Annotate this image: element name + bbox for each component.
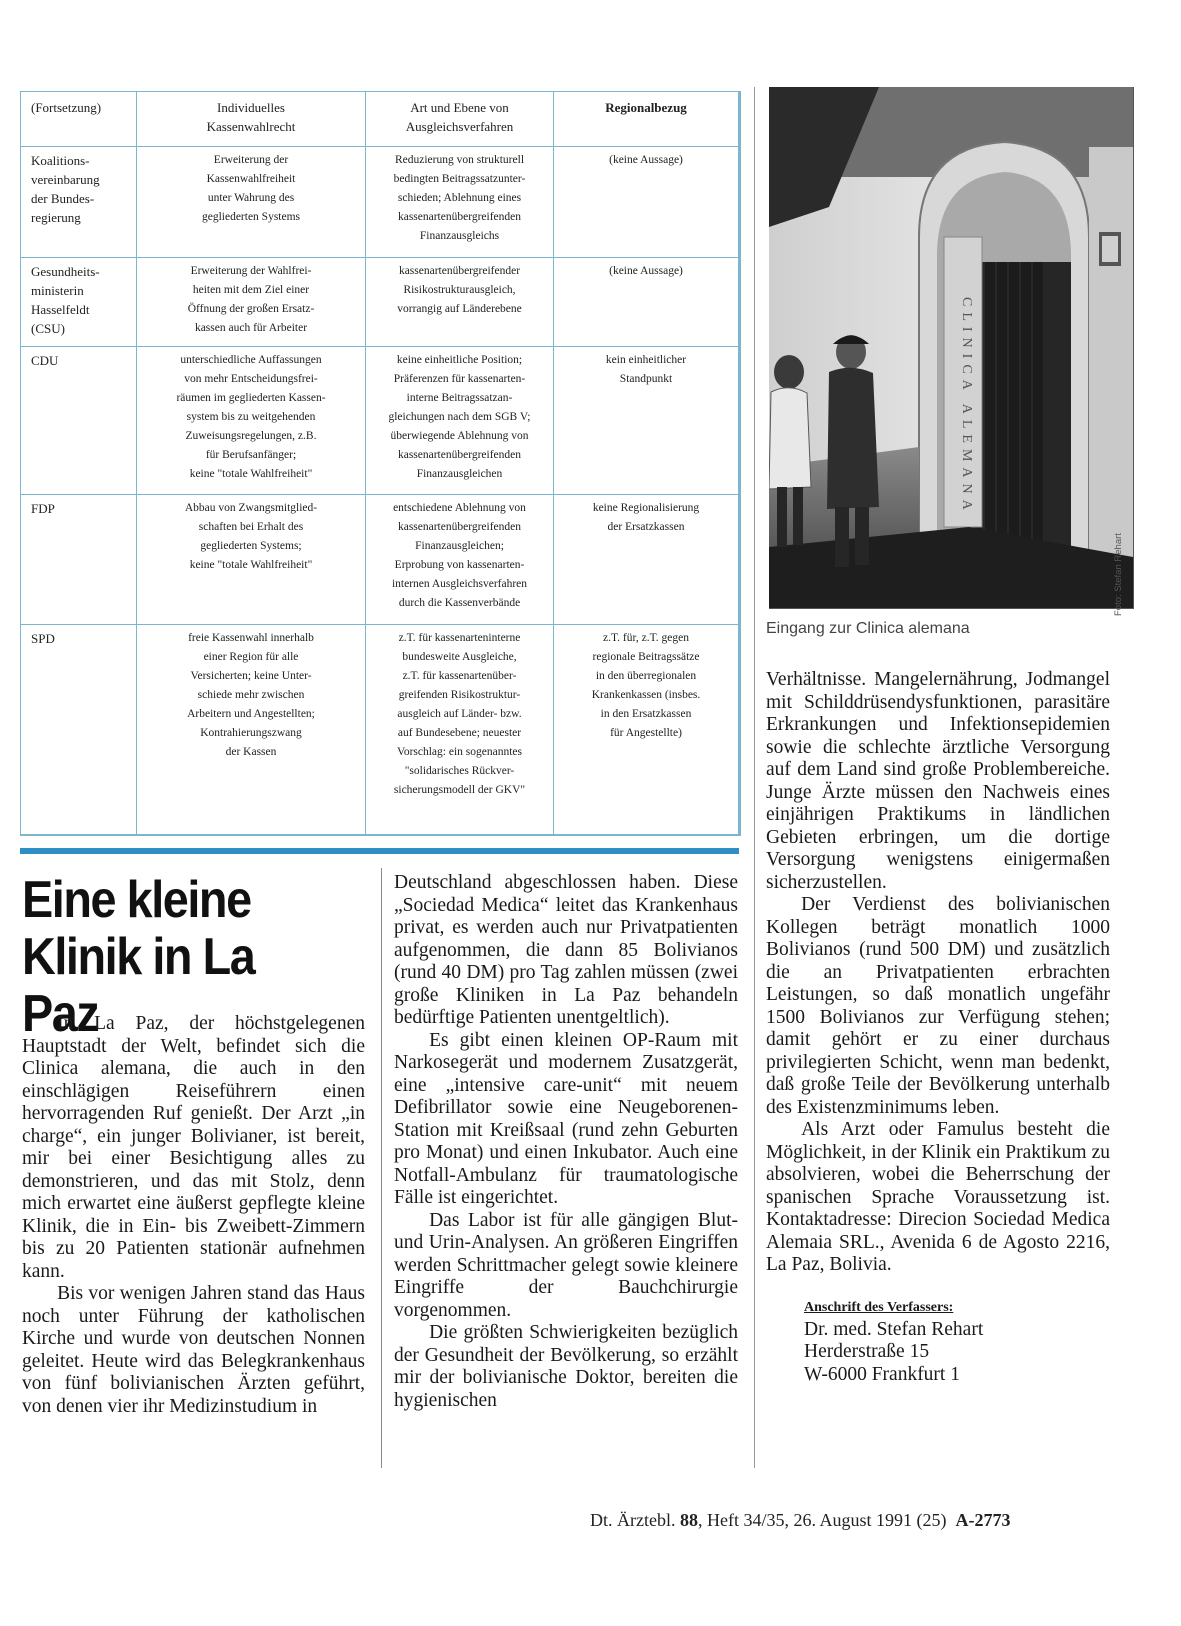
table-row [21, 347, 740, 495]
table-cell: unterschiedliche Auffassungen von mehr Entscheidungsfrei- räumen im gegliederten Kassen- system bis zu weitgehenden Zuweisungsregelungen, z.B. für Berufsanfänger; keine "totale Wahlfreiheit" [137, 347, 366, 495]
table-row [21, 147, 740, 258]
table-cell: entschiedene Ablehnung von kassenartenübergreifenden Finanzausgleichen; Erprobung von kassenarten- internen Ausgleichsverfahren durch die Kassenverbände [366, 495, 554, 625]
table-header-cell: (Fortsetzung) [21, 92, 137, 147]
paragraph: Der Verdienst des bolivianischen Kollegen beträgt monatlich 1000 Bolivianos (rund 500 DM) und zusätzlich die an Privatpatienten erbrachten Leistungen, so daß monatlich ungefähr 1500 Bolivianos zur Verfügung stehen; damit gehört er zu einer durchaus privilegierten Schicht, wenn man bedenkt, daß große Teile der Bevölkerung unterhalb des Existenzminimums leben. [766, 894, 1110, 1118]
page-footer [590, 1510, 1010, 1531]
paragraph: Es gibt einen kleinen OP-Raum mit Narkosegerät und modernem Zusatzgerät, eine „intensive care-unit“ mit neuem Defibrillator sowie eine Neugeborenen-Station mit Kreißsaal (rund zehn Geburten pro Monat) und einen Inkubator. Auch eine Notfall-Ambulanz für traumatologische Fälle ist eingerichtet. [394, 1029, 738, 1208]
party-cell: CDU [21, 347, 137, 495]
table-row [21, 258, 740, 347]
table-header-cell: Individuelles Kassenwahlrecht [137, 92, 366, 147]
clinic-entrance-photo [769, 87, 1134, 609]
journal-name: Dt. Ärztebl. [590, 1510, 676, 1530]
table-header-cell: Art und Ebene von Ausgleichsverfahren [366, 92, 554, 147]
policy-table [20, 91, 741, 836]
page-number: A-2773 [955, 1510, 1011, 1530]
table-cell: freie Kassenwahl innerhalb einer Region für alle Versicherten; keine Unter- schiede mehr zwischen Arbeitern und Angestellten; Kontrahierungszwang der Kassen [137, 625, 366, 835]
paragraph: Verhältnisse. Mangelernährung, Jodmangel mit Schilddrüsendysfunktionen, parasitäre Erkrankungen und Infektionsepidemien sowie die schlechte ärztliche Versorgung auf dem Land sind große Problembereiche. Junge Ärzte müssen den Nachweis eines einjährigen Praktikums in ländlichen Gebieten erbringen, um die dortige Versorgung wenigstens einigermaßen sicherzustellen. [766, 669, 1110, 893]
column-rule [381, 868, 382, 1468]
paragraph: In La Paz, der höchstgelegenen Hauptstadt der Welt, befindet sich die Clinica alemana, die auch in den einschlägigen Reiseführern einen hervorragenden Ruf genießt. Der Arzt „in charge“, ein junger Bolivianer, ist bereit, mir bei einer Besichtigung alles zu demonstrieren, und das mit Stolz, denn mich erwartet eine äußerst gepflegte kleine Klinik, die in Ein- bis Zweibett-Zimmern bis zu 20 Patienten stationär aufnehmen kann. [22, 1013, 365, 1282]
paragraph: Das Labor ist für alle gängigen Blut- und Urin-Analysen. An größeren Eingriffen werden Schrittmacher gelegt sowie kleinere Eingriffe der Bauchchirurgie vorgenommen. [394, 1209, 738, 1321]
author-address-label: Anschrift des Verfassers: [804, 1299, 954, 1315]
column-rule [754, 87, 755, 1468]
author-address-line: W-6000 Frankfurt 1 [804, 1363, 960, 1385]
table-cell: (keine Aussage) [554, 258, 740, 347]
paragraph: Deutschland abgeschlossen haben. Diese „Sociedad Medica“ leitet das Krankenhaus privat, es werden auch nur Privatpatienten aufgenommen, die dann 85 Bolivianos (rund 40 DM) pro Tag zahlen müssen (zwei große Kliniken in La Paz behandeln bedürftige Patienten unentgeltlich). [394, 872, 738, 1028]
photo-caption: Eingang zur Clinica alemana [766, 620, 970, 637]
table-cell: Abbau von Zwangsmitglied- schaften bei Erhalt des gegliederten Systems; keine "totale Wahlfreiheit" [137, 495, 366, 625]
article-column-1 [22, 1013, 365, 1418]
paragraph: Als Arzt oder Famulus besteht die Möglichkeit, in der Klinik ein Praktikum zu absolvieren, wobei die Beherrschung der spanischen Sprache Voraussetzung ist. Kontaktadresse: Direcion Sociedad Medica Alemaia SRL., Avenida 6 de Agosto 2216, La Paz, Bolivia. [766, 1119, 1110, 1275]
table-row [21, 495, 740, 625]
party-cell: Koalitions- vereinbarung der Bundes- regierung [21, 147, 137, 258]
table-header-row [21, 92, 740, 147]
table-cell: z.T. für, z.T. gegen regionale Beitragssätze in den überregionalen Krankenkassen (insbes. in den Ersatzkassen für Angestellte) [554, 625, 740, 835]
author-address-line: Herderstraße 15 [804, 1341, 930, 1362]
party-cell: Gesundheits- ministerin Hasselfeldt (CSU) [21, 258, 137, 347]
table-cell: Erweiterung der Kassenwahlfreiheit unter Wahrung des gegliederten Systems [137, 147, 366, 258]
clinic-sign-text: CLINICA ALEMANA [959, 297, 974, 516]
table-cell: Erweiterung der Wahlfrei- heiten mit dem Ziel einer Öffnung der großen Ersatz- kassen auch für Arbeiter [137, 258, 366, 347]
paragraph: Die größten Schwierigkeiten bezüglich der Gesundheit der Bevölkerung, so erzählt mir der bolivianische Doktor, bereiten die hygienischen [394, 1322, 738, 1411]
table-header-cell: Regionalbezug [554, 92, 740, 147]
table-cell: z.T. für kassenarteninterne bundesweite Ausgleiche, z.T. für kassenartenüber- greifenden Risikostruktur- ausgleich auf Länder- bzw. auf Bundesebene; neuester Vorschlag: ein sogenanntes "solidarisches Rückver- sicherungsmodell der GKV" [366, 625, 554, 835]
article-column-3 [766, 669, 1110, 1386]
section-divider [20, 848, 739, 854]
party-cell: SPD [21, 625, 137, 835]
table-cell: Reduzierung von strukturell bedingten Beitragssatzunter- schieden; Ablehnung eines kassenartenübergreifenden Finanzausgleichs [366, 147, 554, 258]
journal-volume: 88 [679, 1510, 698, 1530]
party-cell: FDP [21, 495, 137, 625]
table-cell: keine Regionalisierung der Ersatzkassen [554, 495, 740, 625]
table-cell: keine einheitliche Position; Präferenzen für kassenarten- interne Beitragssatzan- gleichungen nach dem SGB V; überwiegende Ablehnung von kassenartenübergreifenden Finanzausgleichen [366, 347, 554, 495]
table-cell: (keine Aussage) [554, 147, 740, 258]
issue-date: , Heft 34/35, 26. August 1991 (25) [697, 1510, 947, 1530]
author-address-line: Dr. med. Stefan Rehart [804, 1318, 984, 1340]
paragraph: Bis vor wenigen Jahren stand das Haus noch unter Führung der katholischen Kirche und wurde von deutschen Nonnen geleitet. Heute wird das Belegkrankenhaus von fünf bolivianischen Ärzten geführt, von denen vier ihr Medizinstudium in [22, 1283, 365, 1417]
photo-credit: Foto: Stefan Rehart [1113, 533, 1124, 616]
article-headline: Eine kleine Klinik in La Paz [22, 871, 255, 1043]
table-cell: kassenartenübergreifender Risikostrukturausgleich, vorrangig auf Länderebene [366, 258, 554, 347]
article-column-2 [394, 872, 738, 1412]
table-cell: kein einheitlicher Standpunkt [554, 347, 740, 495]
table-row [21, 625, 740, 835]
